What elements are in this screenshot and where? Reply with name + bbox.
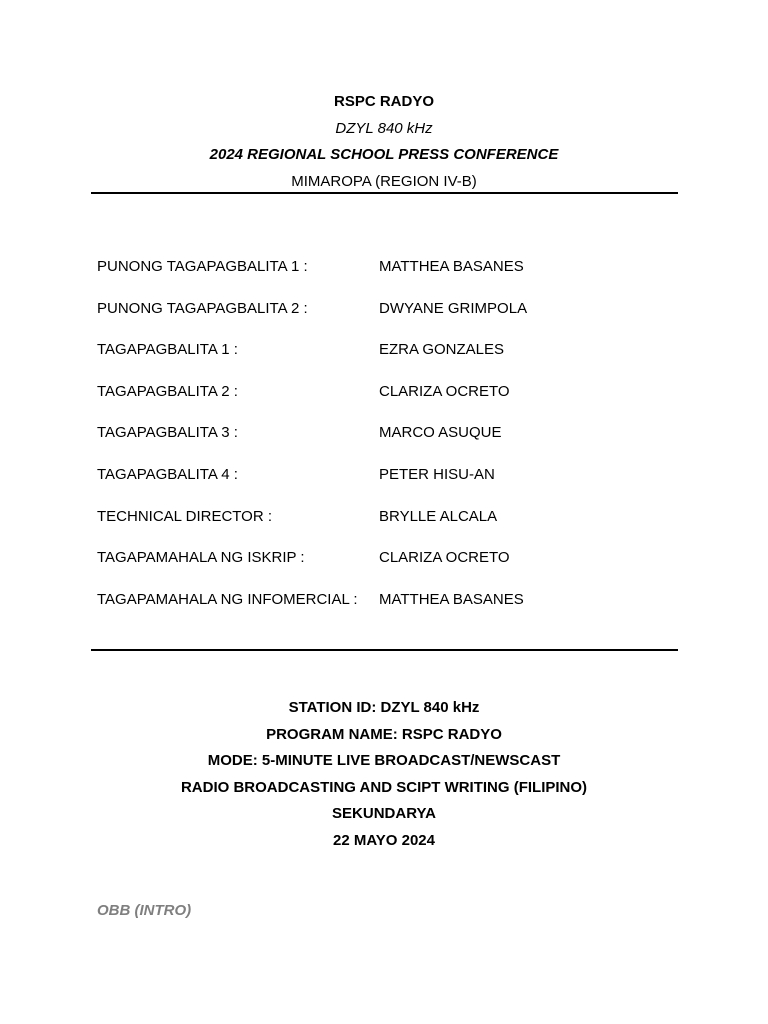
- crew-role: TAGAPAMAHALA NG ISKRIP :: [97, 549, 305, 567]
- crew-row: [97, 340, 677, 382]
- crew-name: PETER HISU-AN: [379, 465, 495, 483]
- crew-row: [97, 465, 677, 507]
- program-info: [0, 698, 768, 858]
- crew-name: CLARIZA OCRETO: [379, 382, 510, 400]
- school-level: SEKUNDARYA: [332, 805, 436, 823]
- station-frequency: DZYL 840 kHz: [335, 119, 433, 137]
- station-title: RSPC RADYO: [333, 93, 434, 110]
- broadcast-mode: MODE: 5-MINUTE LIVE BROADCAST/NEWSCAST: [207, 752, 561, 770]
- crew-name: MATTHEA BASANES: [379, 590, 524, 608]
- crew-role: PUNONG TAGAPAGBALITA 2 :: [97, 299, 308, 317]
- region-label: MIMAROPA (REGION IV-B): [291, 172, 477, 190]
- crew-row: [97, 382, 677, 424]
- crew-row: [97, 257, 677, 299]
- crew-role: TAGAPAGBALITA 3 :: [97, 424, 238, 442]
- crew-role: TAGAPAGBALITA 1 :: [97, 341, 238, 359]
- crew-role: TAGAPAGBALITA 4 :: [97, 465, 238, 483]
- document-header: [0, 92, 768, 198]
- contest-category: RADIO BROADCASTING AND SCIPT WRITING (FILIPINO): [180, 778, 588, 796]
- crew-row: [97, 590, 677, 632]
- crew-role: PUNONG TAGAPAGBALITA 1 :: [97, 258, 308, 275]
- header-divider: [91, 192, 678, 194]
- crew-row: [97, 423, 677, 465]
- crew-name: CLARIZA OCRETO: [379, 549, 510, 567]
- segment-label: OBB (INTRO): [97, 902, 192, 919]
- crew-role: TECHNICAL DIRECTOR :: [97, 507, 273, 525]
- crew-name: BRYLLE ALCALA: [379, 507, 498, 525]
- crew-name: EZRA GONZALES: [379, 341, 505, 359]
- station-id: STATION ID: DZYL 840 kHz: [288, 699, 480, 716]
- event-title: 2024 REGIONAL SCHOOL PRESS CONFERENCE: [209, 146, 559, 163]
- broadcast-date: 22 MAYO 2024: [332, 831, 435, 849]
- crew-divider: [91, 649, 678, 651]
- crew-role: TAGAPAGBALITA 2 :: [97, 382, 238, 400]
- crew-row: [97, 548, 677, 590]
- crew-list: [97, 257, 677, 631]
- crew-name: MATTHEA BASANES: [379, 258, 524, 275]
- program-name: PROGRAM NAME: RSPC RADYO: [266, 725, 502, 743]
- crew-row: [97, 299, 677, 341]
- crew-row: [97, 507, 677, 549]
- crew-role: TAGAPAMAHALA NG INFOMERCIAL :: [97, 590, 358, 608]
- crew-name: DWYANE GRIMPOLA: [379, 299, 528, 317]
- crew-name: MARCO ASUQUE: [379, 424, 502, 442]
